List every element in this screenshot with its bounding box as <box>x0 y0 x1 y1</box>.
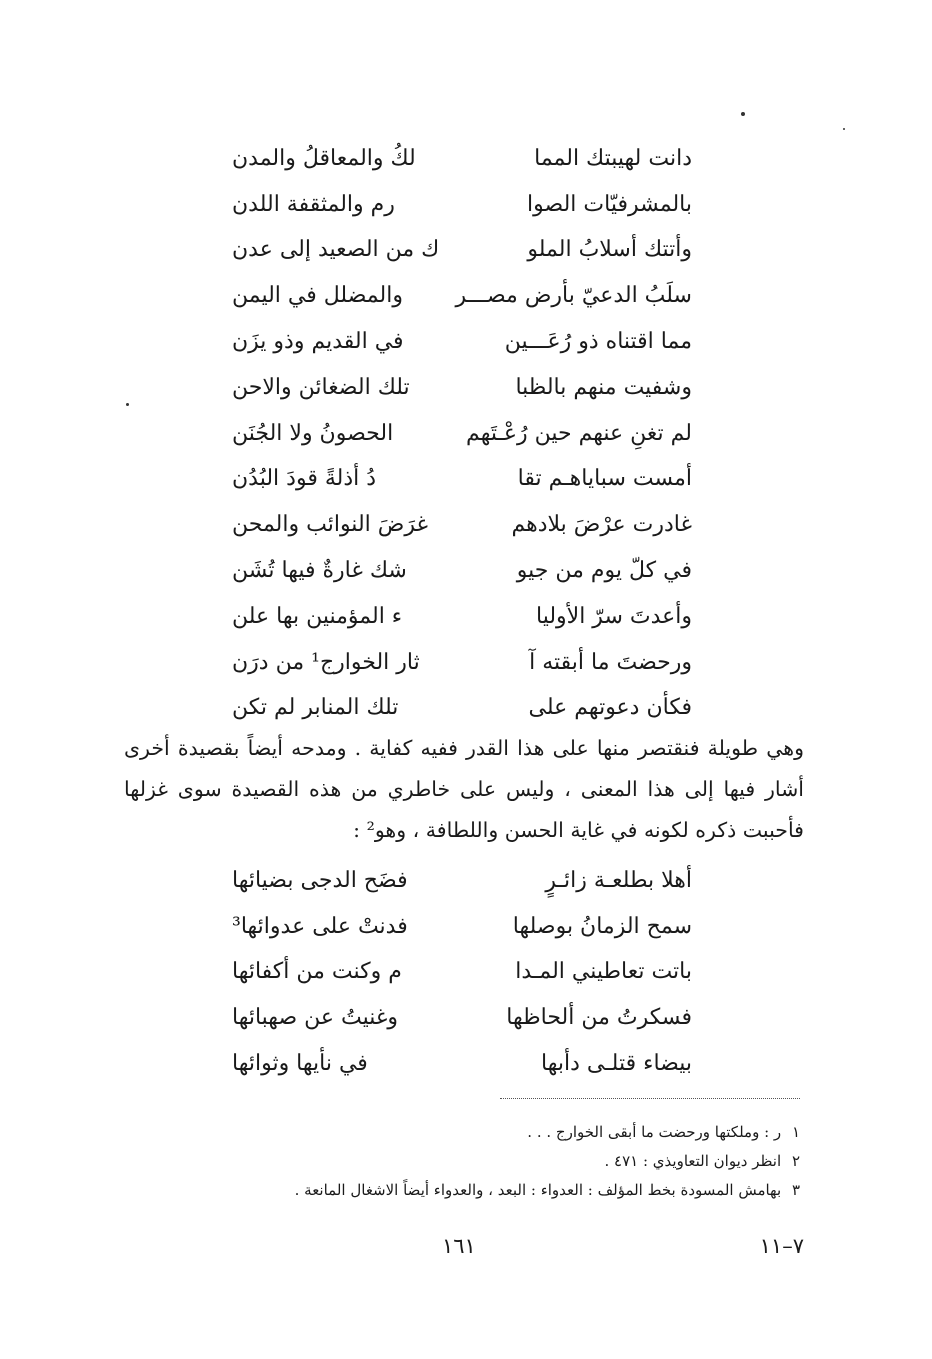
footnote <box>120 1176 800 1205</box>
verse-first-hemistich: بيضاء قتلـى دأبها <box>541 1051 692 1077</box>
verse-line <box>232 228 692 274</box>
verse-first-hemistich: وأعدتَ سرّ الأوليا <box>535 603 692 629</box>
verse-first-hemistich: فكأن دعوتهم على <box>528 695 692 721</box>
prose-text: وهي طويلة فنقتصر منها على هذا القدر ففيه كفاية . ومدحه أيضاً بقصيدة أخرى أشار فيها إلى هذا المعنى ، وليس على خاطري من هذه القصيدة سوى غزلها فأحببت ذكره لكونه في غاية الحسن واللطافة ، وهو² : <box>124 736 804 842</box>
page-number: ١٦١ <box>442 1234 476 1258</box>
verse-line <box>232 457 692 503</box>
verse-line <box>232 365 692 411</box>
verse-first-hemistich: باتت تعاطيني المـدا <box>515 959 692 985</box>
prose-paragraph <box>124 728 804 851</box>
footnote-number: ١ <box>791 1123 800 1141</box>
verse-second-hemistich: م وكنت من أكفائها <box>232 959 402 985</box>
verse-line <box>232 136 692 182</box>
verse-first-hemistich: دانت لهيبتك المما <box>534 145 692 171</box>
verse-first-hemistich: وأتتك أسلابُ الملو <box>527 237 692 263</box>
verse-line <box>232 594 692 640</box>
footnote-text: انظر ديوان التعاويذي : ٤٧١ . <box>604 1152 782 1170</box>
verse-first-hemistich: سمح الزمانُ بوصلها <box>512 913 692 939</box>
footnote-number: ٢ <box>791 1152 800 1170</box>
verse-second-hemistich: في نأيها وثوائها <box>232 1051 368 1077</box>
poem-second <box>232 858 692 1087</box>
verse-line <box>232 904 692 950</box>
signature-mark: ٧–١١ <box>759 1234 804 1258</box>
verse-line <box>232 686 692 732</box>
footnote-text: بهامش المسودة بخط المؤلف : العدواء : البعد ، والعدواء أيضاً الاشغال المانعة . <box>294 1181 782 1199</box>
poem-first <box>232 136 692 731</box>
footnote-number: ٣ <box>791 1181 800 1199</box>
verse-second-hemistich: تلك المنابر لم تكن <box>232 695 399 721</box>
verse-line <box>232 319 692 365</box>
footnote-separator <box>500 1098 800 1099</box>
footnote <box>120 1118 800 1147</box>
verse-first-hemistich: غادرت عرْضَ بلادهم <box>511 512 692 538</box>
verse-second-hemistich: فدنتْ على عدوائها³ <box>232 913 408 939</box>
verse-line <box>232 995 692 1041</box>
footnote <box>120 1147 800 1176</box>
ink-speck <box>741 112 745 116</box>
verse-line <box>232 950 692 996</box>
verse-second-hemistich: غرَضَ النوائب والمحن <box>232 512 428 538</box>
verse-line <box>232 411 692 457</box>
verse-second-hemistich: والمضلل في اليمن <box>232 283 403 309</box>
verse-second-hemistich: فضَح الدجى بضيائها <box>232 867 408 893</box>
verse-line <box>232 640 692 686</box>
verse-first-hemistich: وشفيت منهم بالظبا <box>515 374 692 400</box>
verse-line <box>232 502 692 548</box>
ink-speck <box>843 128 845 130</box>
verse-first-hemistich: مما اقتناه ذو رُعَـــين <box>504 329 692 355</box>
verse-first-hemistich: أمست سباياهـم تقا <box>517 466 692 492</box>
verse-first-hemistich: أهلا بطلعـة زائـرٍ <box>545 867 692 893</box>
verse-second-hemistich: الحصونُ ولا الجُنَن <box>232 420 394 446</box>
verse-second-hemistich: ء المؤمنين بها علن <box>232 603 403 629</box>
verse-first-hemistich: في كلّ يوم من جيو <box>516 558 692 584</box>
footnotes <box>120 1118 800 1205</box>
verse-first-hemistich: سلَبُ الدعيّ بأرض مصـــر <box>455 283 692 309</box>
verse-line <box>232 858 692 904</box>
ink-speck <box>126 403 129 406</box>
verse-second-hemistich: ك من الصعيد إلى عدن <box>232 237 440 263</box>
verse-first-hemistich: فسكرتُ من ألحاظها <box>506 1005 692 1031</box>
verse-line <box>232 182 692 228</box>
verse-second-hemistich: لكُ والمعاقلُ والمدن <box>232 145 416 171</box>
verse-second-hemistich: ثار الخوارج¹ من درَن <box>232 649 420 675</box>
verse-line <box>232 273 692 319</box>
verse-second-hemistich: وغنيتُ عن صهبائها <box>232 1005 398 1031</box>
verse-first-hemistich: بالمشرفيّات الصوا <box>527 191 692 217</box>
verse-line <box>232 1041 692 1087</box>
verse-second-hemistich: تلك الضغائن والاحن <box>232 374 410 400</box>
verse-second-hemistich: دُ أذلةً قودَ البُدُن <box>232 466 377 492</box>
verse-first-hemistich: لم تغنِ عنهم حين رُعْـتَهم <box>466 420 692 446</box>
verse-first-hemistich: ورحضتَ ما أبقته آ <box>529 649 692 675</box>
verse-line <box>232 548 692 594</box>
verse-second-hemistich: رم والمثقفة اللدن <box>232 191 395 217</box>
verse-second-hemistich: شك غارةٌ فيها تُشَن <box>232 558 407 584</box>
footnote-text: ر : وملكتها ورحضت ما أبقى الخوارج . . . <box>527 1123 782 1141</box>
verse-second-hemistich: في القديم وذو يزَن <box>232 329 404 355</box>
